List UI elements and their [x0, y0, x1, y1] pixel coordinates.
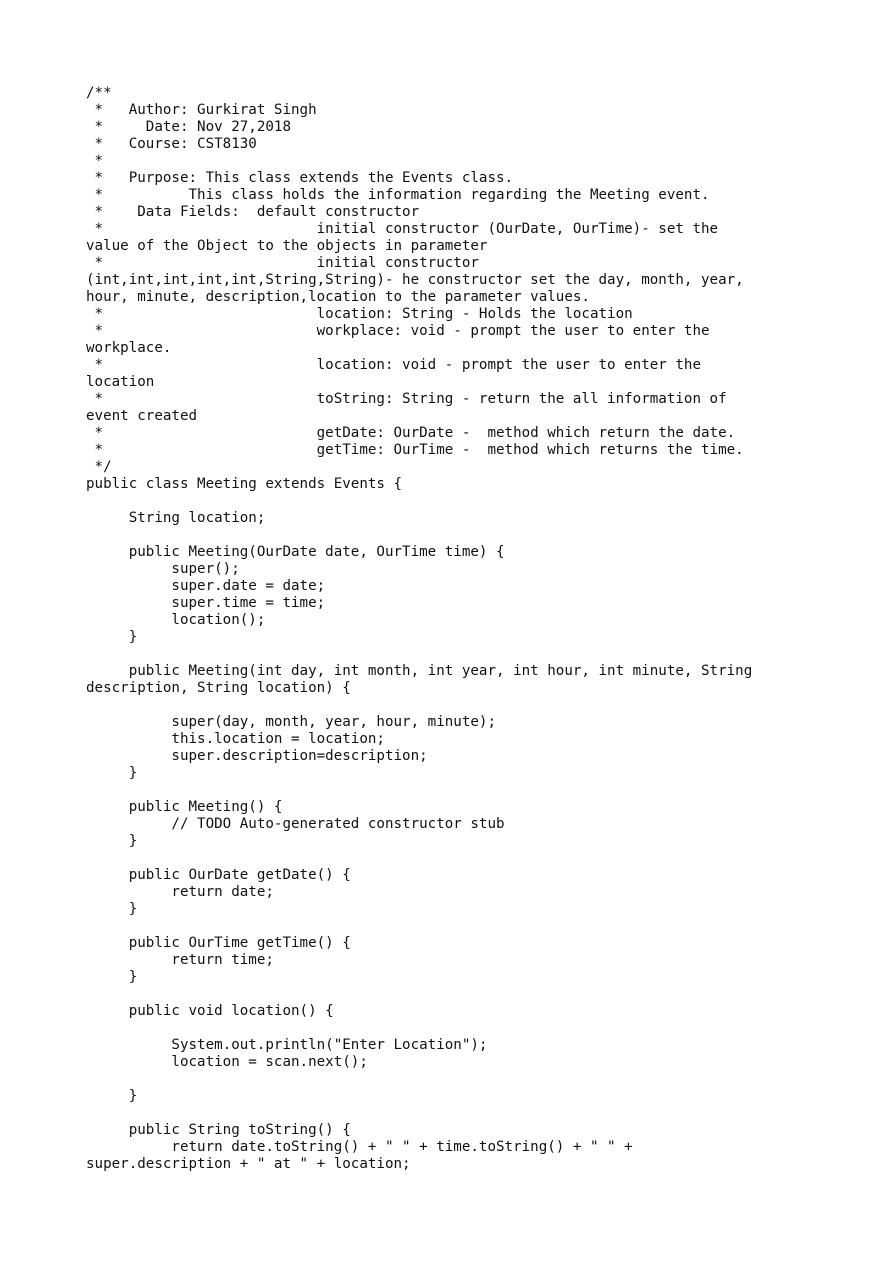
- code-line: [86, 1071, 846, 1088]
- code-line: public OurDate getDate() {: [86, 867, 351, 883]
- code-line: [86, 493, 846, 510]
- code-line: return date.toString() + " " + time.toString() + " " +: [86, 1139, 633, 1155]
- code-line: super.description + " at " + location;: [86, 1156, 411, 1172]
- code-line: }: [86, 765, 138, 781]
- code-line: public class Meeting extends Events {: [86, 476, 403, 492]
- code-line: */: [86, 459, 112, 475]
- code-line: * workplace: void - prompt the user to enter the: [86, 323, 710, 339]
- code-line: hour, minute, description,location to the parameter values.: [86, 289, 590, 305]
- code-line: super(day, month, year, hour, minute);: [86, 714, 496, 730]
- code-line: event created: [86, 408, 198, 424]
- code-line: super.description=description;: [86, 748, 428, 764]
- code-line: /**: [86, 85, 112, 101]
- code-line: * Date: Nov 27,2018: [86, 119, 291, 135]
- code-line: * getTime: OurTime - method which returns the time.: [86, 442, 744, 458]
- code-line: [86, 1105, 846, 1122]
- code-line: return time;: [86, 952, 274, 968]
- code-line: super.date = date;: [86, 578, 326, 594]
- code-line: System.out.println("Enter Location");: [86, 1037, 488, 1053]
- code-line: // TODO Auto-generated constructor stub: [86, 816, 505, 832]
- code-line: * location: void - prompt the user to enter the: [86, 357, 701, 373]
- code-line: (int,int,int,int,int,String,String)- he constructor set the day, month, year,: [86, 272, 744, 288]
- code-line: public OurTime getTime() {: [86, 935, 351, 951]
- code-line: [86, 697, 846, 714]
- code-line: }: [86, 969, 138, 985]
- code-line: location: [86, 374, 155, 390]
- code-line: * This class holds the information regarding the Meeting event.: [86, 187, 710, 203]
- code-line: location();: [86, 612, 266, 628]
- code-line: public String toString() {: [86, 1122, 351, 1138]
- code-line: [86, 527, 846, 544]
- code-line: [86, 850, 846, 867]
- code-line: * Course: CST8130: [86, 136, 257, 152]
- code-line: location = scan.next();: [86, 1054, 368, 1070]
- code-line: *: [86, 153, 104, 169]
- code-line: public Meeting(OurDate date, OurTime time) {: [86, 544, 505, 560]
- code-line: String location;: [86, 510, 266, 526]
- code-line: * location: String - Holds the location: [86, 306, 633, 322]
- code-line: value of the Object to the objects in parameter: [86, 238, 488, 254]
- code-line: return date;: [86, 884, 274, 900]
- code-line: * Author: Gurkirat Singh: [86, 102, 317, 118]
- code-line: * toString: String - return the all information of: [86, 391, 727, 407]
- code-line: [86, 986, 846, 1003]
- code-line: * initial constructor (OurDate, OurTime)- set the: [86, 221, 719, 237]
- code-line: super();: [86, 561, 240, 577]
- code-line: * Purpose: This class extends the Events class.: [86, 170, 514, 186]
- code-line: }: [86, 629, 138, 645]
- code-line: }: [86, 833, 138, 849]
- code-line: [86, 782, 846, 799]
- code-line: * getDate: OurDate - method which return the date.: [86, 425, 736, 441]
- code-line: * Data Fields: default constructor: [86, 204, 420, 220]
- code-line: }: [86, 1088, 138, 1104]
- code-line: description, String location) {: [86, 680, 351, 696]
- code-line: * initial constructor: [86, 255, 479, 271]
- code-line: [86, 646, 846, 663]
- code-line: [86, 1020, 846, 1037]
- code-line: workplace.: [86, 340, 172, 356]
- source-code-block: [86, 85, 846, 1173]
- code-line: super.time = time;: [86, 595, 326, 611]
- code-line: [86, 918, 846, 935]
- code-line: this.location = location;: [86, 731, 385, 747]
- code-line: public Meeting(int day, int month, int year, int hour, int minute, String: [86, 663, 753, 679]
- code-line: public void location() {: [86, 1003, 334, 1019]
- code-line: }: [86, 901, 138, 917]
- code-line: public Meeting() {: [86, 799, 283, 815]
